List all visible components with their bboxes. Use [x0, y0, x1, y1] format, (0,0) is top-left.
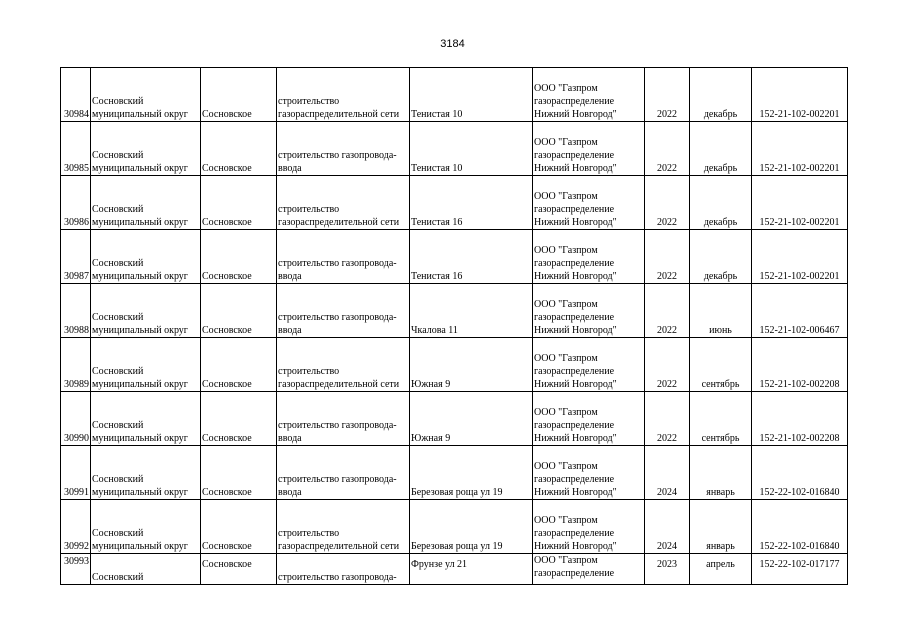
cell-line: Нижний Новгород" — [534, 271, 617, 282]
work-type-cell — [277, 176, 410, 230]
cell-line: ООО "Газпром — [534, 191, 598, 202]
contractor-cell — [533, 392, 645, 446]
row-number-cell: 30993 — [61, 554, 91, 585]
contractor-cell — [533, 446, 645, 500]
page-number: 3184 — [440, 38, 465, 50]
code-cell: 152-21-102-002208 — [752, 338, 848, 392]
month-cell: сентябрь — [690, 392, 752, 446]
cell-line: ООО "Газпром — [534, 461, 598, 472]
cell-line: Нижний Новгород" — [534, 487, 617, 498]
address-cell: Фрунзе ул 21 — [410, 554, 533, 585]
locality-cell: Сосновское — [201, 338, 277, 392]
month-cell: июнь — [690, 284, 752, 338]
cell-line: муниципальный округ — [92, 541, 188, 552]
cell-line: ООО "Газпром — [534, 137, 598, 148]
cell-line: ввода — [278, 163, 302, 174]
cell-line: газораспределение — [534, 568, 615, 579]
cell-line: муниципальный округ — [92, 325, 188, 336]
cell-line: газораспределительной сети — [278, 379, 400, 390]
code-cell: 152-22-102-017177 — [752, 554, 848, 585]
municipality-cell — [91, 446, 201, 500]
cell-line: Сосновский — [92, 572, 144, 583]
code-cell: 152-21-102-002201 — [752, 68, 848, 122]
municipality-cell — [91, 122, 201, 176]
address-cell: Тенистая 10 — [410, 68, 533, 122]
cell-line: строительство — [278, 204, 340, 215]
cell-line: строительство газопровода- — [278, 420, 397, 431]
municipality-cell — [91, 68, 201, 122]
row-number-cell: 30989 — [61, 338, 91, 392]
cell-line: строительство газопровода- — [278, 258, 397, 269]
address-cell: Чкалова 11 — [410, 284, 533, 338]
address-cell: Южная 9 — [410, 392, 533, 446]
cell-line: газораспределительной сети — [278, 217, 400, 228]
address-cell: Березовая роща ул 19 — [410, 446, 533, 500]
cell-line: газораспределение — [534, 96, 615, 107]
cell-line: ввода — [278, 325, 302, 336]
address-cell: Южная 9 — [410, 338, 533, 392]
locality-cell: Сосновское — [201, 446, 277, 500]
table-row — [61, 230, 848, 284]
contractor-cell — [533, 554, 645, 585]
locality-cell: Сосновское — [201, 284, 277, 338]
work-type-cell — [277, 500, 410, 554]
table-body — [61, 68, 848, 585]
cell-line: строительство — [278, 96, 340, 107]
code-cell: 152-22-102-016840 — [752, 500, 848, 554]
work-type-cell — [277, 446, 410, 500]
month-cell: декабрь — [690, 176, 752, 230]
cell-line: муниципальный округ — [92, 217, 188, 228]
cell-line: Нижний Новгород" — [534, 325, 617, 336]
cell-line: газораспределение — [534, 150, 615, 161]
cell-line: ООО "Газпром — [534, 83, 598, 94]
year-cell: 2023 — [645, 554, 690, 585]
locality-cell: Сосновское — [201, 68, 277, 122]
cell-line: ООО "Газпром — [534, 245, 598, 256]
year-cell: 2022 — [645, 392, 690, 446]
year-cell: 2022 — [645, 284, 690, 338]
cell-line: Сосновский — [92, 258, 144, 269]
year-cell: 2022 — [645, 338, 690, 392]
contractor-cell — [533, 338, 645, 392]
row-number-cell: 30987 — [61, 230, 91, 284]
cell-line: Нижний Новгород" — [534, 379, 617, 390]
cell-line: ООО "Газпром — [534, 555, 598, 566]
work-type-cell — [277, 284, 410, 338]
table-row — [61, 176, 848, 230]
code-cell: 152-21-102-006467 — [752, 284, 848, 338]
cell-line: ООО "Газпром — [534, 299, 598, 310]
table-row — [61, 446, 848, 500]
cell-line: Сосновский — [92, 96, 144, 107]
row-number-cell: 30986 — [61, 176, 91, 230]
municipality-cell — [91, 176, 201, 230]
work-type-cell — [277, 122, 410, 176]
cell-line: газораспределение — [534, 420, 615, 431]
cell-line: муниципальный округ — [92, 109, 188, 120]
cell-line: Сосновский — [92, 150, 144, 161]
row-number-cell: 30990 — [61, 392, 91, 446]
cell-line: Сосновский — [92, 420, 144, 431]
contractor-cell — [533, 122, 645, 176]
row-number-cell: 30992 — [61, 500, 91, 554]
table-row — [61, 68, 848, 122]
contractor-cell — [533, 230, 645, 284]
year-cell: 2022 — [645, 176, 690, 230]
table-row — [61, 122, 848, 176]
cell-line: строительство газопровода- — [278, 572, 397, 583]
cell-line: Нижний Новгород" — [534, 541, 617, 552]
locality-cell: Сосновское — [201, 392, 277, 446]
year-cell: 2022 — [645, 122, 690, 176]
month-cell: декабрь — [690, 122, 752, 176]
cell-line: Сосновский — [92, 528, 144, 539]
municipality-cell — [91, 338, 201, 392]
code-cell: 152-21-102-002201 — [752, 176, 848, 230]
cell-line: строительство газопровода- — [278, 150, 397, 161]
cell-line: муниципальный округ — [92, 487, 188, 498]
month-cell: сентябрь — [690, 338, 752, 392]
contractor-cell — [533, 500, 645, 554]
work-type-cell — [277, 392, 410, 446]
table-row — [61, 392, 848, 446]
year-cell: 2022 — [645, 230, 690, 284]
row-number-cell: 30985 — [61, 122, 91, 176]
locality-cell: Сосновское — [201, 500, 277, 554]
work-type-cell — [277, 338, 410, 392]
cell-line: ввода — [278, 271, 302, 282]
year-cell: 2024 — [645, 446, 690, 500]
municipality-cell — [91, 284, 201, 338]
cell-line: Сосновский — [92, 312, 144, 323]
cell-line: газораспределение — [534, 366, 615, 377]
table-row — [61, 500, 848, 554]
gas-works-table — [60, 67, 848, 585]
cell-line: газораспределение — [534, 312, 615, 323]
cell-line: Нижний Новгород" — [534, 217, 617, 228]
year-cell: 2024 — [645, 500, 690, 554]
month-cell: декабрь — [690, 230, 752, 284]
row-number-cell: 30984 — [61, 68, 91, 122]
row-number-cell: 30988 — [61, 284, 91, 338]
cell-line: строительство газопровода- — [278, 312, 397, 323]
address-cell: Тенистая 16 — [410, 230, 533, 284]
cell-line: ООО "Газпром — [534, 515, 598, 526]
cell-line: газораспределение — [534, 204, 615, 215]
work-type-cell — [277, 554, 410, 585]
year-cell: 2022 — [645, 68, 690, 122]
locality-cell: Сосновское — [201, 554, 277, 585]
municipality-cell — [91, 554, 201, 585]
table-row — [61, 284, 848, 338]
code-cell: 152-21-102-002208 — [752, 392, 848, 446]
code-cell: 152-21-102-002201 — [752, 122, 848, 176]
work-type-cell — [277, 68, 410, 122]
locality-cell: Сосновское — [201, 176, 277, 230]
municipality-cell — [91, 500, 201, 554]
month-cell: апрель — [690, 554, 752, 585]
contractor-cell — [533, 284, 645, 338]
table-row — [61, 338, 848, 392]
work-type-cell — [277, 230, 410, 284]
cell-line: ООО "Газпром — [534, 407, 598, 418]
month-cell: январь — [690, 446, 752, 500]
cell-line: ввода — [278, 433, 302, 444]
cell-line: строительство — [278, 528, 340, 539]
municipality-cell — [91, 230, 201, 284]
address-cell: Тенистая 10 — [410, 122, 533, 176]
table-row — [61, 554, 848, 585]
address-cell: Тенистая 16 — [410, 176, 533, 230]
cell-line: муниципальный округ — [92, 379, 188, 390]
contractor-cell — [533, 68, 645, 122]
cell-line: газораспределение — [534, 258, 615, 269]
cell-line: муниципальный округ — [92, 433, 188, 444]
month-cell: январь — [690, 500, 752, 554]
cell-line: муниципальный округ — [92, 271, 188, 282]
cell-line: Нижний Новгород" — [534, 163, 617, 174]
cell-line: газораспределение — [534, 528, 615, 539]
cell-line: газораспределительной сети — [278, 541, 400, 552]
cell-line: Нижний Новгород" — [534, 433, 617, 444]
locality-cell: Сосновское — [201, 230, 277, 284]
cell-line: Сосновский — [92, 204, 144, 215]
row-number-cell: 30991 — [61, 446, 91, 500]
cell-line: Сосновский — [92, 474, 144, 485]
cell-line: Нижний Новгород" — [534, 109, 617, 120]
code-cell: 152-21-102-002201 — [752, 230, 848, 284]
cell-line: газораспределение — [534, 474, 615, 485]
cell-line: Сосновский — [92, 366, 144, 377]
month-cell: декабрь — [690, 68, 752, 122]
cell-line: муниципальный округ — [92, 163, 188, 174]
address-cell: Березовая роща ул 19 — [410, 500, 533, 554]
cell-line: ООО "Газпром — [534, 353, 598, 364]
cell-line: газораспределительной сети — [278, 109, 400, 120]
municipality-cell — [91, 392, 201, 446]
locality-cell: Сосновское — [201, 122, 277, 176]
cell-line: строительство газопровода- — [278, 474, 397, 485]
cell-line: ввода — [278, 487, 302, 498]
code-cell: 152-22-102-016840 — [752, 446, 848, 500]
cell-line: строительство — [278, 366, 340, 377]
contractor-cell — [533, 176, 645, 230]
